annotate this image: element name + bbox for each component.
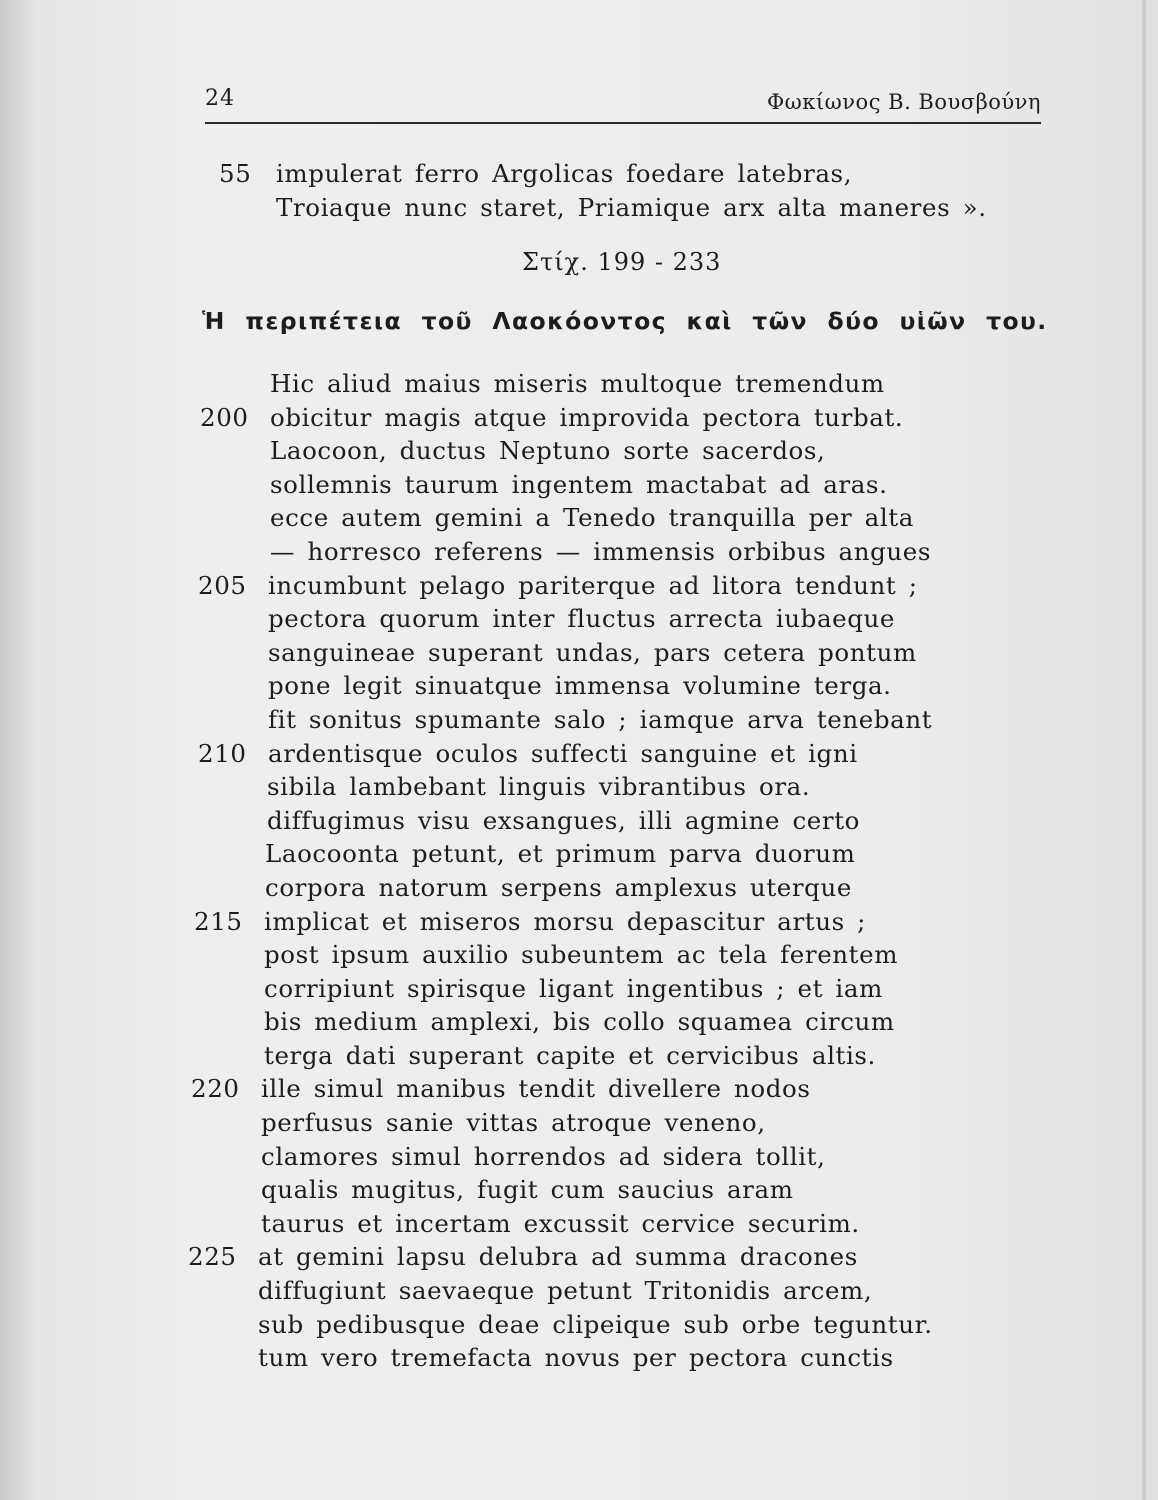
verse-line [268, 669, 943, 703]
verse-text: sanguineae superant undas, pars cetera pontum [268, 637, 917, 667]
verse-text: ille simul manibus tendit divellere nodos [261, 1074, 811, 1104]
verse-line [270, 468, 945, 502]
verse-line [268, 602, 943, 636]
verse-line [261, 1140, 936, 1174]
verse-line [264, 1005, 939, 1039]
line-number: 210 [198, 738, 247, 768]
verse-line [268, 636, 943, 670]
verse-text: pectora quorum inter fluctus arrecta iubaeque [268, 604, 896, 634]
verse-line [258, 1274, 933, 1308]
verse-line [258, 1308, 933, 1342]
verse-line [261, 1173, 936, 1207]
verse-line [270, 535, 945, 569]
verse-line [198, 737, 943, 771]
verse-text: implicat et miseros morsu depascitur artus ; [264, 906, 866, 936]
verse-line [265, 871, 940, 905]
verse-line [261, 1207, 936, 1241]
verse-line [268, 703, 943, 737]
verse-text: impulerat ferro Argolicas foedare latebras, [276, 159, 853, 188]
verse-text: diffugiunt saevaeque petunt Tritonidis arcem, [258, 1276, 873, 1306]
verse-text: Troiaque nunc staret, Priamique arx alta maneres ». [276, 192, 987, 222]
verse-text: obicitur magis atque improvida pectora turbat. [270, 402, 904, 432]
line-number: 205 [198, 570, 247, 600]
verse-line [191, 1072, 936, 1106]
verse-line [194, 905, 939, 939]
verse-line [270, 434, 945, 468]
line-number: 225 [188, 1242, 237, 1272]
verse-line [188, 1240, 933, 1274]
verse-text: ecce autem gemini a Tenedo tranquilla per alta [270, 503, 914, 533]
verse-line [219, 157, 987, 191]
verse-line [200, 401, 945, 435]
line-number: 200 [200, 402, 249, 432]
verse-line [267, 770, 942, 804]
verse-text: terga dati superant capite et cervicibus altis. [264, 1040, 876, 1070]
verse-text: Hic aliud maius miseris multoque tremendum [270, 369, 885, 398]
verse-text: incumbunt pelago pariterque ad litora tendunt ; [268, 570, 918, 600]
verse-range-subheading: Στίχ. 199 - 233 [522, 248, 722, 276]
verse-text: Laocoon, ductus Neptuno sorte sacerdos, [270, 436, 826, 466]
verse-text: ardentisque oculos suffecti sanguine et igni [268, 738, 858, 768]
verse-text: tum vero tremefacta novus per pectora cunctis [258, 1343, 894, 1373]
verse-text: corpora natorum serpens amplexus uterque [265, 872, 852, 902]
opening-verses [219, 157, 987, 224]
line-number: 220 [191, 1074, 240, 1104]
verse-text: sub pedibusque deae clipeique sub orbe teguntur. [258, 1309, 933, 1339]
verse-line [265, 837, 940, 871]
verse-text: clamores simul horrendos ad sidera tollit, [261, 1141, 826, 1171]
verse-line [264, 972, 939, 1006]
verse-text: pone legit sinuatque immensa volumine terga. [268, 671, 892, 701]
verse-text: fit sonitus spumante salo ; iamque arva tenebant [268, 704, 933, 734]
verse-line [198, 569, 943, 603]
page-spine-shadow [1142, 0, 1146, 1500]
verse-text: Laocoonta petunt, et primum parva duorum [265, 839, 856, 869]
verse-block [188, 367, 945, 1375]
verse-text: corripiunt spirisque ligant ingentibus ; et iam [264, 973, 883, 1003]
verse-line [270, 501, 945, 535]
verse-line [258, 1341, 933, 1375]
verse-line [264, 938, 939, 972]
verse-text: sibila lambebant linguis vibrantibus ora. [267, 772, 811, 802]
running-head: Φωκίωνος Β. Βουσβούνη [766, 90, 1041, 114]
verse-text: — horresco referens — immensis orbibus angues [270, 536, 932, 566]
verse-text: bis medium amplexi, bis collo squamea circum [264, 1007, 895, 1037]
verse-line [264, 1039, 939, 1073]
page-header [205, 84, 1041, 124]
verse-line [276, 191, 987, 225]
verse-text: diffugimus visu exsangues, illi agmine certo [267, 805, 861, 835]
verse-text: post ipsum auxilio subeuntem ac tela ferentem [264, 940, 899, 970]
verse-text: at gemini lapsu delubra ad summa dracones [258, 1242, 858, 1272]
verse-text: taurus et incertam excussit cervice securim. [261, 1208, 860, 1238]
line-number: 55 [219, 159, 252, 188]
verse-text: perfusus sanie vittas atroque veneno, [261, 1108, 766, 1138]
verse-line [261, 1106, 936, 1140]
verse-text: qualis mugitus, fugit cum saucius aram [261, 1175, 794, 1205]
verse-line [267, 804, 942, 838]
line-number: 215 [194, 906, 243, 936]
page-number: 24 [205, 86, 235, 111]
verse-text: sollemnis taurum ingentem mactabat ad aras. [270, 469, 888, 499]
section-title: Ἡ περιπέτεια τοῦ Λαοκόοντος καὶ τῶν δύο υἱῶν του. [202, 307, 1048, 335]
verse-line [270, 367, 945, 401]
